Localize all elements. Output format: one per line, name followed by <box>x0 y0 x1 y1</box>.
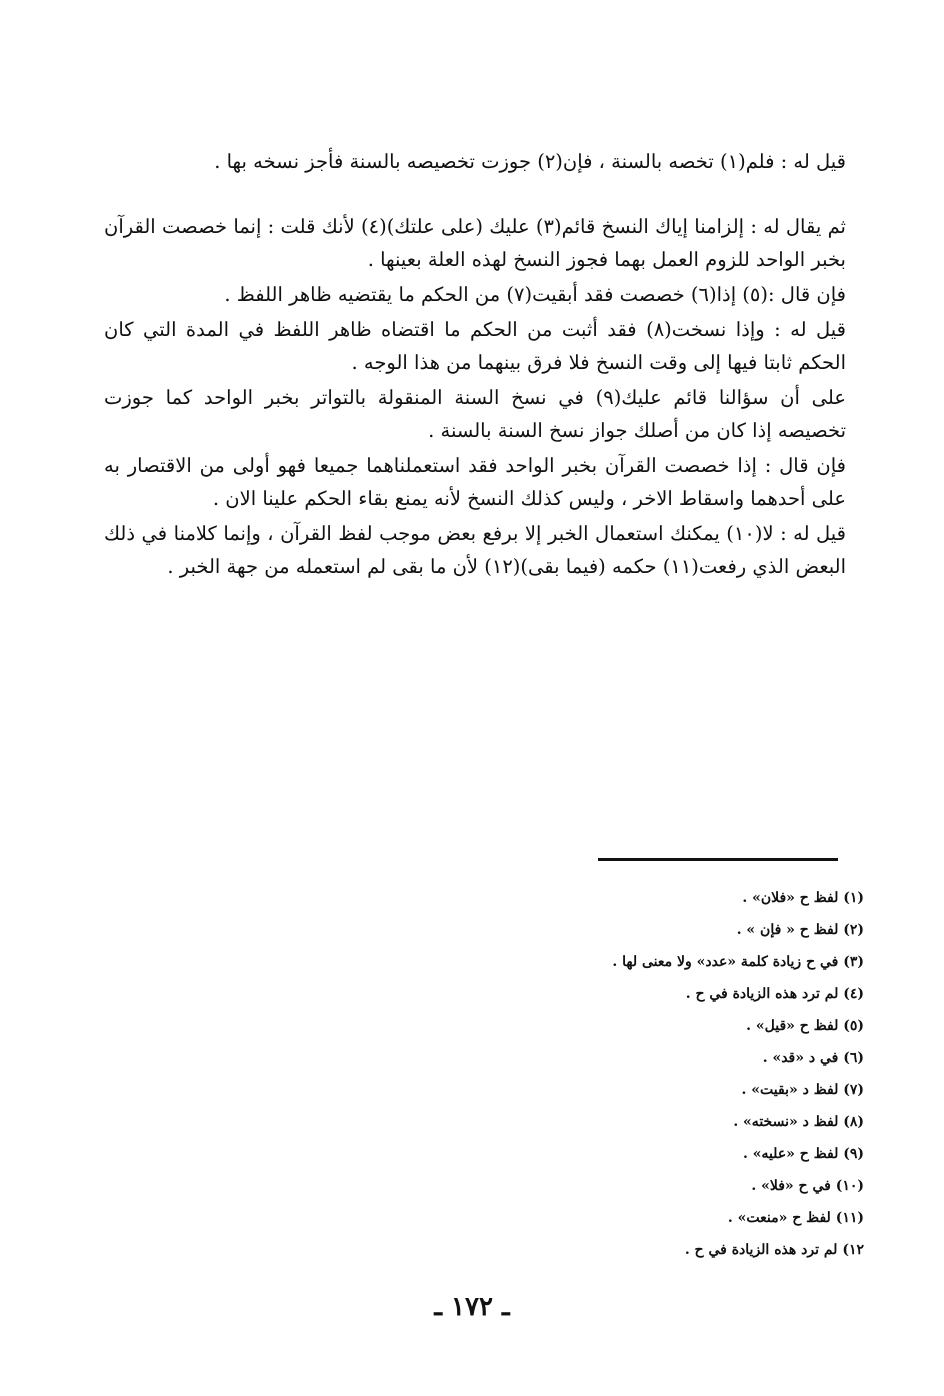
main-text <box>104 145 846 583</box>
paragraph-7: قيل له : لا(١٠) يمكنك استعمال الخبر إلا برفع بعض موجب لفظ القرآن ، وإنما كلامنا في ذلك البعض الذي رفعت(١١) حكمه (فيما بقى)(١٢) لأن ما بقى لم استعمله من جهة الخبر . <box>104 522 847 578</box>
footnote-1: (١) لفظ ح «فلان» . <box>742 890 864 906</box>
footnote-divider <box>598 858 838 861</box>
paragraph-3: فإن قال :(٥) إذا(٦) خصصت فقد أبقيت(٧) من الحكم ما يقتضيه ظاهر اللفظ . <box>224 283 846 306</box>
footnotes <box>300 882 864 1266</box>
footnote-9: (٩) لفظ ح «عليه» . <box>742 1146 864 1162</box>
footnote-8: (٨) لفظ د «نسخته» . <box>733 1114 864 1130</box>
footnote-3: (٣) في ح زيادة كلمة «عدد» ولا معنى لها . <box>612 954 864 970</box>
footnote-6: (٦) في د «قد» . <box>762 1050 864 1066</box>
footnote-4: (٤) لم ترد هذه الزيادة في ح . <box>685 986 864 1002</box>
footnote-5: (٥) لفظ ح «قيل» . <box>746 1018 864 1034</box>
paragraph-4: قيل له : وإذا نسخت(٨) فقد أثبت من الحكم ما اقتضاه ظاهر اللفظ في المدة التي كان الحكم ثابتا فيها إلى وقت النسخ فلا فرق بينهما من هذا الوجه . <box>104 318 846 374</box>
paragraph-2: ثم يقال له : إلزامنا إياك النسخ قائم(٣) عليك (على علتك)(٤) لأنك قلت : إنما خصصت القرآن بخبر الواحد للزوم العمل بهما فجوز النسخ لهذه العلة بعينها . <box>104 215 846 271</box>
footnote-12: ١٢) لم ترد هذه الزيادة في ح . <box>684 1242 864 1258</box>
page-number: ـ ١٧٢ ـ <box>434 1292 510 1322</box>
paragraph-6: فإن قال : إذا خصصت القرآن بخبر الواحد فقد استعملناهما جميعا فهو أولى من الاقتصار به على أحدهما واسقاط الاخر ، وليس كذلك النسخ لأنه يمنع بقاء الحكم علينا الان . <box>104 454 846 510</box>
footnote-7: (٧) لفظ د «بقيت» . <box>741 1082 864 1098</box>
paragraph-5: على أن سؤالنا قائم عليك(٩) في نسخ السنة المنقولة بالتواتر بخبر الواحد كما جوزت تخصيصه إذا كان من أصلك جواز نسخ السنة بالسنة . <box>104 386 846 442</box>
footnote-2: (٢) لفظ ح « فإن » . <box>736 922 864 938</box>
paragraph-1: قيل له : فلم(١) تخصه بالسنة ، فإن(٢) جوزت تخصيصه بالسنة فأجز نسخه بها . <box>214 150 846 173</box>
footnote-10: (١٠) في ح «فلا» . <box>751 1178 864 1194</box>
footnote-11: (١١) لفظ ح «منعت» . <box>727 1210 864 1226</box>
